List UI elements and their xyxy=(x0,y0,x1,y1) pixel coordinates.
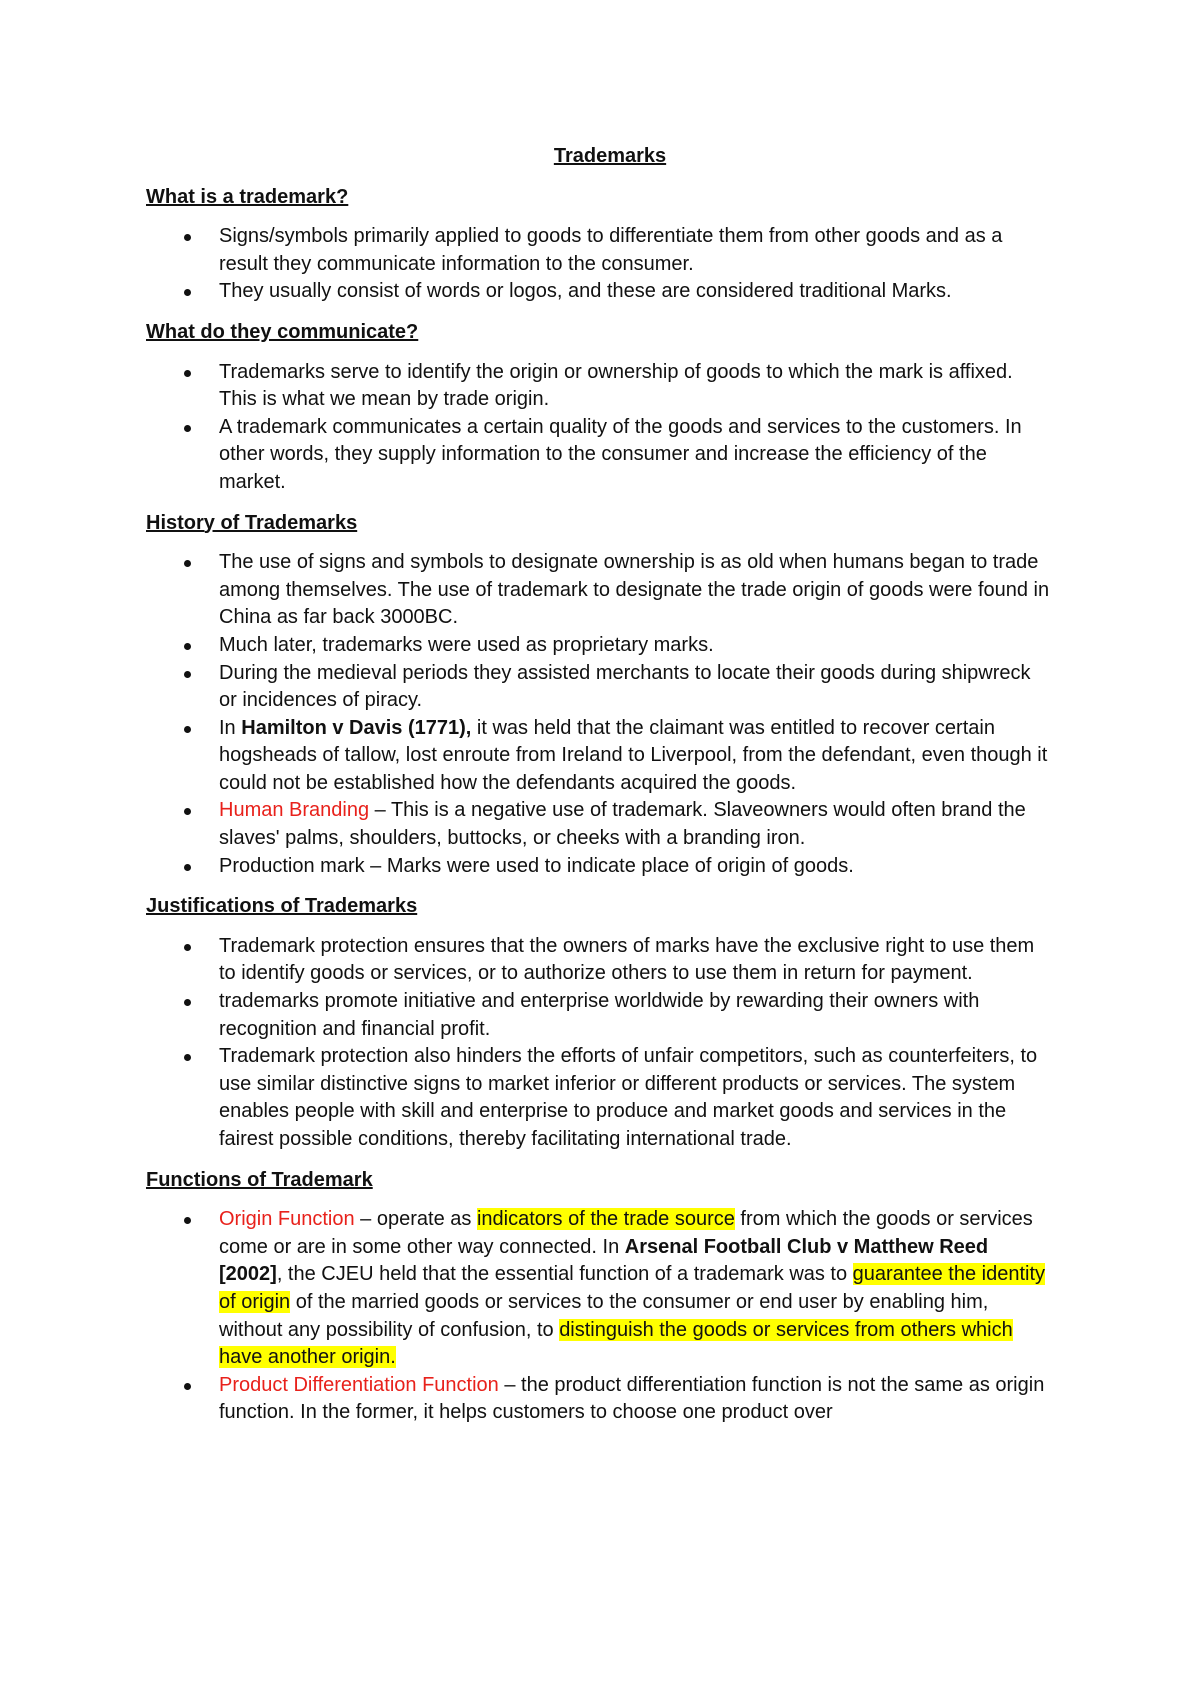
list-item-text: During the medieval periods they assisted merchants to locate their goods during shipwreck or incidences of piracy. xyxy=(219,661,1031,712)
list-item xyxy=(146,359,1050,414)
bullet-icon xyxy=(184,864,191,871)
list-item-text: Trademark protection also hinders the efforts of unfair competitors, such as counterfeiters, to use similar distinctive signs to market inferior or different products or services. The system enables people with skill and enterprise to produce and market goods and services in the fairest possible conditions, thereby facilitating international trade. xyxy=(219,1045,1038,1150)
list-item-text: from which the goods or services come or are in some other way connected. In xyxy=(219,1208,1033,1258)
bullet-icon xyxy=(184,370,191,377)
bullet-icon xyxy=(184,643,191,650)
bullet-icon xyxy=(184,1054,191,1061)
bullet-icon xyxy=(184,560,191,567)
list-item-text: – operate as xyxy=(354,1208,477,1231)
section-heading-justifications: Justifications of Trademarks xyxy=(146,895,418,918)
bullet-icon xyxy=(184,1383,191,1390)
list-item-text: trademarks promote initiative and enterprise worldwide by rewarding their owners with recognition and financial profit. xyxy=(219,990,980,1040)
list-item xyxy=(146,549,1050,632)
highlighted-term: Origin Function xyxy=(219,1208,355,1231)
list-item-text: , the CJEU held that the essential function of a trademark was to xyxy=(276,1263,853,1286)
bullet-icon xyxy=(184,1217,191,1224)
list-item-text: They usually consist of words or logos, and these are considered traditional Marks. xyxy=(219,280,952,303)
list-item xyxy=(146,1043,1050,1153)
list-item xyxy=(146,797,1050,852)
list-item xyxy=(146,853,1050,881)
section-heading-communicate: What do they communicate? xyxy=(146,320,419,343)
list-item-text: – This is a negative use of trademark. Slaveowners would often brand the slaves' palms, shoulders, buttocks, or cheeks with a branding iron. xyxy=(219,799,1026,850)
list-item xyxy=(146,1206,1050,1372)
list-item xyxy=(146,660,1050,715)
list-item xyxy=(146,988,1050,1043)
list-item xyxy=(146,223,1050,278)
list-item-text: Trademarks serve to identify the origin or ownership of goods to which the mark is affixed. This is what we mean by trade origin. xyxy=(219,360,1013,411)
list-item-text: – the product differentiation function is not the same as origin function. In the former, it helps customers to choose one product over xyxy=(219,1373,1045,1424)
section-heading-functions: Functions of Trademark xyxy=(146,1168,373,1191)
bullet-list-history xyxy=(146,549,1050,880)
text-highlight: guarantee the identity of origin xyxy=(219,1263,1046,1313)
bullet-icon xyxy=(184,671,191,678)
bullet-list-justifications xyxy=(146,933,1050,1154)
list-item xyxy=(146,933,1050,988)
list-item-text: Production mark – Marks were used to indicate place of origin of goods. xyxy=(219,854,854,877)
case-name: Arsenal Football Club v Matthew Reed [2002] xyxy=(219,1235,989,1286)
list-item-text: Trademark protection ensures that the owners of marks have the exclusive right to use them to identify goods or services, or to authorize others to use them in return for payment. xyxy=(219,934,1035,985)
section-heading-history: History of Trademarks xyxy=(146,511,358,534)
list-item xyxy=(146,715,1050,798)
list-item-text: it was held that the claimant was entitled to recover certain hogsheads of tallow, lost enroute from Ireland to Liverpool, from the defendant, even though it could not be established how the defendants acquired the goods. xyxy=(219,716,1048,794)
text-highlight: distinguish the goods or services from others which have another origin. xyxy=(219,1318,1013,1369)
list-item-text: The use of signs and symbols to designate ownership is as old when humans began to trade among themselves. The use of trademark to designate the trade origin of goods were found in China as far back 3000BC. xyxy=(219,551,1050,629)
bullet-list-communicate xyxy=(146,359,1050,497)
list-item-text: In xyxy=(219,716,242,739)
bullet-list-what-is xyxy=(146,223,1050,306)
bullet-icon xyxy=(184,289,191,296)
list-item-text: A trademark communicates a certain quality of the goods and services to the customers. In other words, they supply information to the consumer and increase the efficiency of the market. xyxy=(219,415,1022,493)
document-title: Trademarks xyxy=(553,145,667,167)
bullet-icon xyxy=(184,808,191,815)
bullet-icon xyxy=(184,425,191,432)
list-item xyxy=(146,414,1050,497)
text-highlight: indicators of the trade source xyxy=(476,1208,735,1231)
list-item xyxy=(146,278,1050,306)
bullet-icon xyxy=(184,234,191,241)
bullet-icon xyxy=(184,944,191,951)
case-name: Hamilton v Davis (1771), xyxy=(241,716,472,739)
list-item-text: Much later, trademarks were used as proprietary marks. xyxy=(219,633,714,656)
list-item xyxy=(146,1372,1050,1427)
section-heading-what-is: What is a trademark? xyxy=(146,185,349,208)
bullet-icon xyxy=(184,999,191,1006)
highlighted-term: Human Branding xyxy=(219,799,370,822)
list-item-text: of the married goods or services to the consumer or end user by enabling him, without any possibility of confusion, to xyxy=(219,1290,989,1341)
highlighted-term: Product Differentiation Function xyxy=(219,1373,499,1396)
list-item xyxy=(146,632,1050,660)
bullet-list-functions xyxy=(146,1206,1050,1427)
bullet-icon xyxy=(184,726,191,733)
list-item-text: Signs/symbols primarily applied to goods to differentiate them from other goods and as a result they communicate information to the consumer. xyxy=(219,225,1003,275)
